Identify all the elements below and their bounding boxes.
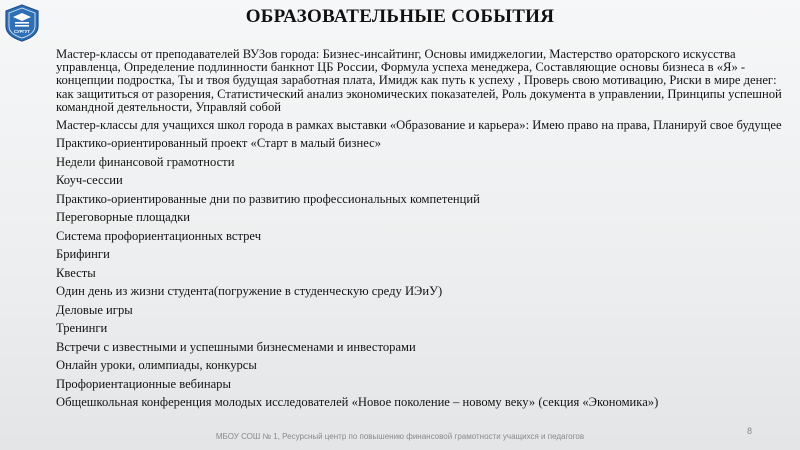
list-item: Один день из жизни студента(погружение в студенческую среду ИЭиУ) [56,284,443,299]
list-item: Мастер-классы от преподавателей ВУЗов города: Бизнес-инсайтинг, Основы имиджелогии, Мастерство ораторского искусства управленца, Определение подлинности банкнот ЦБ России, Формула успеха менеджера, Составляющие основы бизнеса в «Я» - концепции подростка, Ты и твоя будущая заработная плата, Имидж как путь к успеху , Проверь свою мотивацию, Риски в мире денег: как защититься от разорения, Статистический анализ экономических показателей, Роль документа в управлении, Принципы успешной командной деятельности, Управляй собой [56,47,782,114]
list-item: Брифинги [56,247,110,262]
page-number: 8 [746,426,752,436]
list-item: Профориентационные вебинары [56,376,231,391]
list-item: Мастер-классы для учащихся школ города в рамках выставки «Образование и карьера»: Имею право на права, Планируй свое будущее [56,118,782,133]
list-item: Общешкольная конференция молодых исследователей «Новое поколение – новому веку» (секция «Экономика») [56,395,659,410]
page-title: ОБРАЗОВАТЕЛЬНЫЕ СОБЫТИЯ [245,6,555,27]
list-item: Онлайн уроки, олимпиады, конкурсы [56,358,257,373]
list-item: Переговорные площадки [56,210,190,225]
list-item: Практико-ориентированный проект «Старт в малый бизнес» [56,136,382,151]
list-item: Деловые игры [56,302,133,317]
logo-text: СУРГУТ [14,29,30,34]
list-item: Коуч-сессии [56,173,123,188]
footer-text: МБОУ СОШ № 1, Ресурсный центр по повышению финансовой грамотности учащихся и педагогов [215,432,585,441]
list-item: Квесты [56,265,96,280]
list-item: Тренинги [56,321,108,336]
list-item: Система профориентационных встреч [56,228,262,243]
events-list [56,48,784,415]
list-item: Практико-ориентированные дни по развитию профессиональных компетенций [56,191,480,206]
list-item: Недели финансовой грамотности [56,154,235,169]
list-item: Встречи с известными и успешными бизнесменами и инвесторами [56,339,416,354]
